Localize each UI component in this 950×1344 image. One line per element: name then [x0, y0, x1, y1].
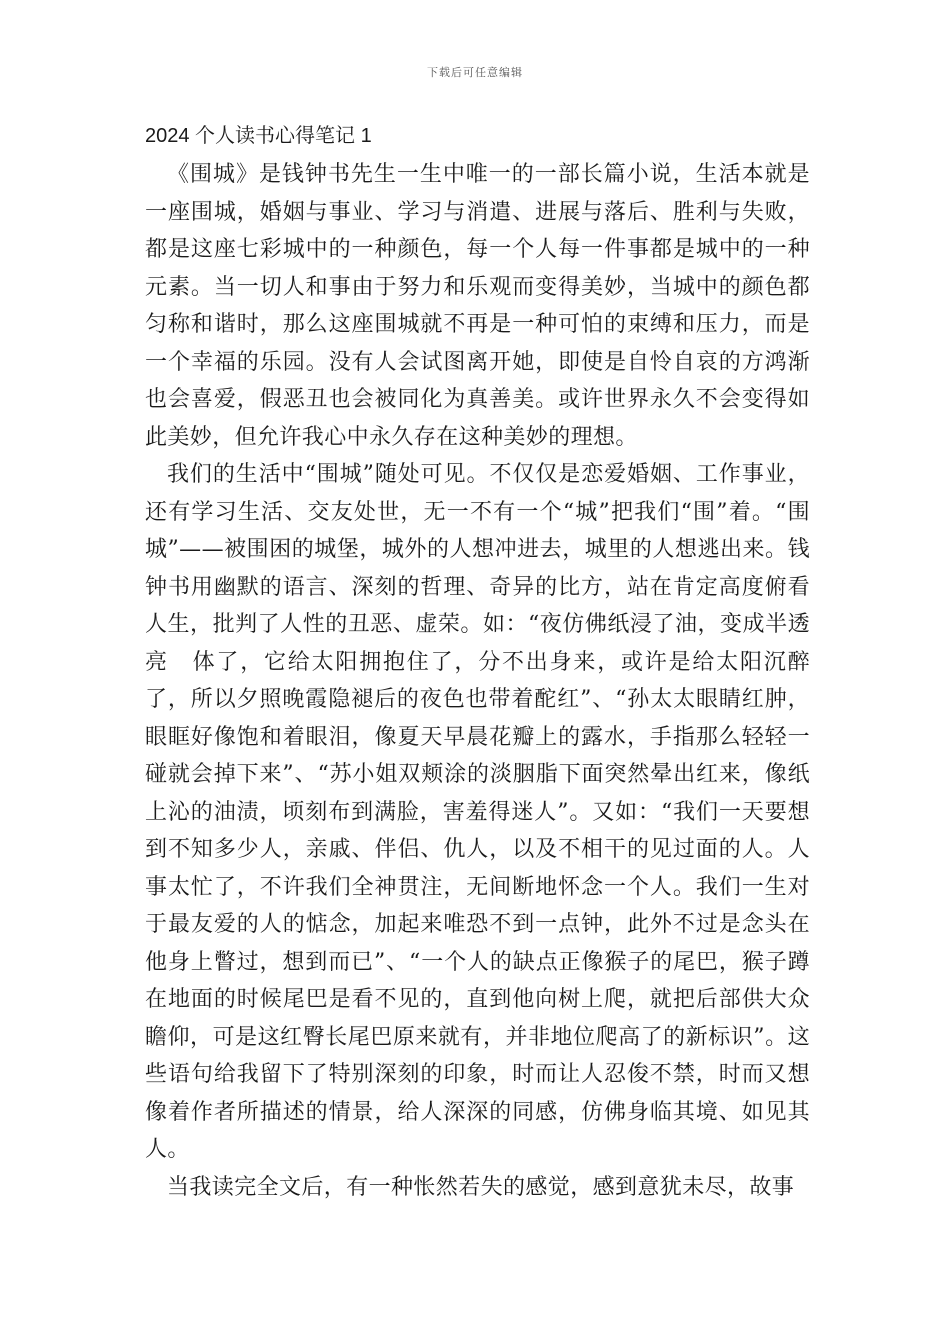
paragraph: 《围城》是钱钟书先生一生中唯一的一部长篇小说，生活本就是一座围城，婚姻与事业、学习与消遣、进展与落后、胜利与失败，都是这座七彩城中的一种颜色，每一个人每一件事都是城中的一种元素。当一切人和事由于努力和乐观而变得美妙，当城中的颜色都匀称和谐时，那么这座围城就不再是一种可怕的束缚和压力，而是一个幸福的乐园。没有人会试图离开她，即使是自怜自哀的方鸿渐也会喜爱，假恶丑也会被同化为真善美。或许世界永久不会变得如此美妙，但允许我心中永久存在这种美妙的理想。 [145, 162, 810, 450]
document-title: 2024 个人读书心得笔记 1 [145, 125, 372, 147]
paragraph: 我们的生活中“围城”随处可见。不仅仅是恋爱婚姻、工作事业，还有学习生活、交友处世，无一不有一个“城”把我们“围”着。“围城”——被围困的城堡，城外的人想冲进去，城里的人想逃出来。钱钟书用幽默的语言、深刻的哲理、奇异的比方，站在肯定高度俯看人生，批判了人性的丑恶、虚荣。如：“夜仿佛纸浸了油，变成半透亮 体了，它给太阳拥抱住了，分不出身来，或许是给太阳沉醉了，所以夕照晚霞隐褪后的夜色也带着酡红”、“孙太太眼睛红肿，眼眶好像饱和着眼泪，像夏天早晨花瓣上的露水，手指那么轻轻一碰就会掉下来”、“苏小姐双颊涂的淡胭脂下面突然晕出红来，像纸上沁的油渍，顷刻布到满脸，害羞得迷人”。又如：“我们一天要想到不知多少人，亲戚、伴侣、仇人，以及不相干的见过面的人。人事太忙了，不许我们全神贯注，无间断地怀念一个人。我们一生对于最友爱的人的惦念，加起来唯恐不到一点钟，此外不过是念头在他身上瞥过，想到而已”、“一个人的缺点正像猴子的尾巴，猴子蹲在地面的时候尾巴是看不见的，直到他向树上爬，就把后部供大众瞻仰，可是这红臀长尾巴原来就有，并非地位爬高了的新标识”。这些语句给我留下了特别深刻的印象，时而让人忍俊不禁，时而又想像着作者所描述的情景，给人深深的同感，仿佛身临其境、如见其人。 [145, 462, 810, 1162]
header-note: 下载后可任意编辑 [427, 66, 523, 79]
paragraph: 当我读完全文后，有一种怅然若失的感觉，感到意犹未尽，故事 [167, 1174, 795, 1200]
document-body [145, 156, 810, 1206]
